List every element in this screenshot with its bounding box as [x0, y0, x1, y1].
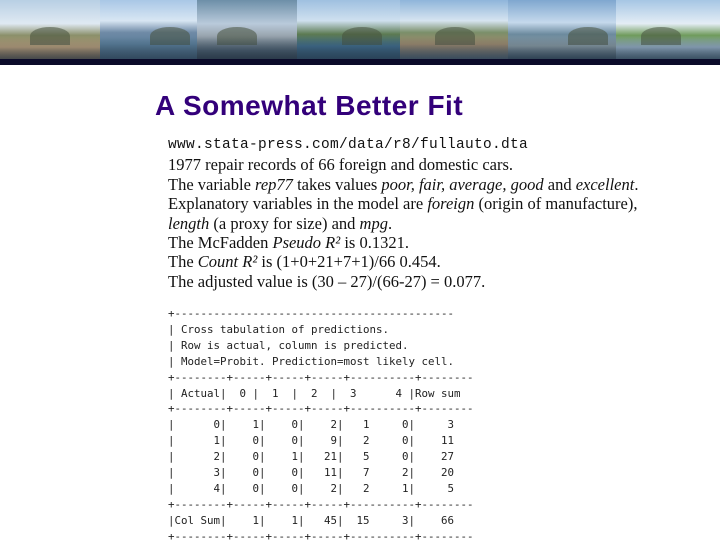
stata-crosstab-output: +------------------------------------------- | Cross tabulation of predictions. | Row is actual, column is predicted. | Model=Probit. Prediction=most likely cell. +--------+-----+-----+-----+----------+-------- | Actual| 0 | 1 | 2 | 3 4 |Row sum +--------+-----+-----+-----+----------+-------- | 0| 1| 0| 2| 1 0| 3 | 1| 0| 0| 9| 2 0| 11 | 2| 0| 1| 21| 5 0| 27 | 3| 0| 0| 11| 7 2| 20 | 4| 0| 0| 2| 2 1| 5 +--------+-----+-----+-----+----------+-------- |Col Sum| 1| 1| 45| 15 3| 66 +--------+-----+-----+-----+----------+-------- — [168, 307, 474, 543]
explanatory-vars-cont: length (a proxy for size) and mpg. — [168, 213, 393, 233]
adjusted-r2-line: The adjusted value is (30 – 27)/(66-27) = 0.077. — [168, 271, 486, 291]
hilltop-town-photo — [0, 0, 100, 59]
lakeside-city-photo — [100, 0, 197, 59]
pseudo-r2-line: The McFadden Pseudo R² is 0.1321. — [168, 233, 409, 253]
variable-description: The variable rep77 takes values poor, fair, average, good and excellent. — [168, 174, 639, 194]
harbor-photo — [508, 0, 616, 59]
slide-title: A Somewhat Better Fit — [155, 90, 464, 121]
photo-banner — [0, 0, 720, 65]
lake-panorama-photo — [400, 0, 508, 59]
dataset-url: www.stata-press.com/data/r8/fullauto.dta — [168, 137, 529, 153]
count-r2-line: The Count R² is (1+0+21+7+1)/66 0.454. — [168, 252, 441, 272]
dataset-description: 1977 repair records of 66 foreign and domestic cars. — [168, 155, 514, 175]
lake-island-photo — [297, 0, 400, 59]
slide-body — [168, 136, 688, 291]
promenade-photo — [616, 0, 720, 59]
explanatory-vars-line: Explanatory variables in the model are foreign (origin of manufacture), — [168, 194, 638, 214]
mountain-lake-photo — [197, 0, 297, 59]
